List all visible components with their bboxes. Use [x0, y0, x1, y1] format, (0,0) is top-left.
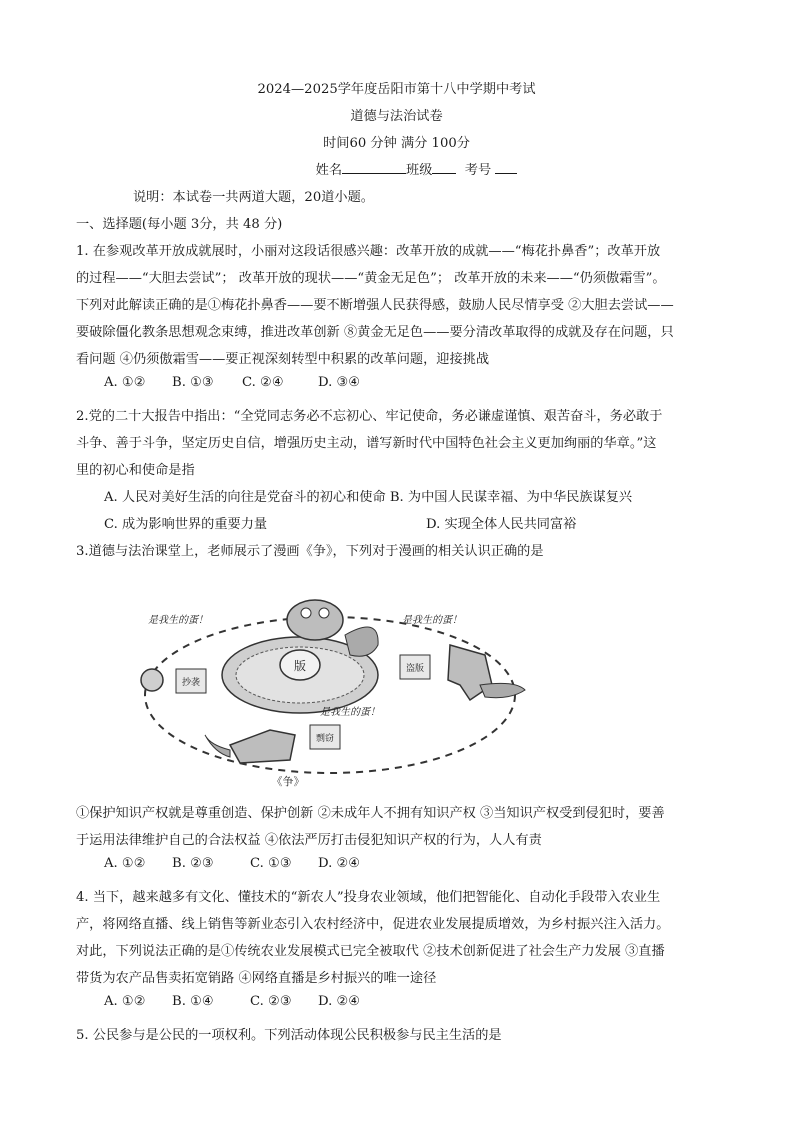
q1-option-b[interactable]: B. ①③: [172, 375, 214, 390]
q4-line: 产，将网络直播、线上销售等新业态引入农村经济中，促进农业发展提质增效，为乡村振兴注入活力。: [76, 917, 670, 932]
q1-line: 要破除僵化教条思想观念束缚，推进改革创新 ⑧黄金无足色——要分清改革取得的成就及存在问题，只: [76, 325, 674, 340]
q5-stem: 5. 公民参与是公民的一项权利。下列活动体现公民积极参与民主生活的是: [76, 1028, 502, 1043]
hen-tail: [345, 627, 378, 656]
q3-stem: 3.道德与法治课堂上，老师展示了漫画《争》，下列对于漫画的相关认识正确的是: [76, 544, 544, 559]
q1-option-d[interactable]: D. ③④: [318, 375, 361, 390]
number-blank[interactable]: [495, 161, 517, 174]
q4-line: 带货为农产品售卖拓宽销路 ④网络直播是乡村振兴的唯一途径: [76, 971, 437, 986]
cartoon-caption: 《争》: [271, 775, 305, 788]
cartoon-label-right: 是我生的蛋！: [402, 615, 462, 626]
q1-line: 1. 在参观改革开放成就展时，小丽对这段话很感兴趣：改革开放的成就——“梅花扑鼻香”；改革开放: [76, 244, 661, 259]
hen-eye: [319, 608, 329, 618]
q1-line: 看问题 ④仍须傲霜雪——要正视深刻转型中积累的改革问题，迎接挑战: [76, 352, 490, 367]
q4-option-d[interactable]: D. ②④: [318, 994, 361, 1009]
q4-line: 对此，下列说法正确的是①传统农业发展模式已完全被取代 ②技术创新促进了社会生产力发展 ③直播: [76, 944, 665, 959]
instructions: 说明：本试卷一共两道大题，20道小题。: [133, 190, 374, 205]
q3-line: ①保护知识产权就是尊重创造、保护创新 ②未成年人不拥有知识产权 ③当知识产权受到侵犯时，要善: [76, 806, 665, 821]
q3-option-a[interactable]: A. ①②: [104, 856, 146, 871]
cartoon-zheng: [130, 585, 530, 790]
left-creature: [141, 669, 163, 691]
cartoon-label-bottom: 是我生的蛋！: [320, 707, 380, 718]
name-label: 姓名: [315, 163, 343, 178]
q2-option-a-b[interactable]: A. 人民对美好生活的向往是党奋斗的初心和使命 B. 为中国人民谋幸福、为中华民族谋复兴: [104, 490, 633, 505]
q1-option-a[interactable]: A. ①②: [104, 375, 146, 390]
q1-line: 的过程——“大胆去尝试”； 改革开放的现状——“黄金无足色”； 改革开放的未来——“仍须傲霜雪”。: [76, 271, 666, 286]
q3-line: 于运用法律维护自己的合法权益 ④依法严厉打击侵犯知识产权的行为，人人有责: [76, 833, 542, 848]
cartoon-label-left: 是我生的蛋！: [148, 615, 208, 626]
class-blank[interactable]: [432, 161, 456, 174]
q3-option-b[interactable]: B. ②③: [172, 856, 214, 871]
q4-option-c[interactable]: C. ②③: [250, 994, 292, 1009]
right-wolf-tail: [480, 683, 525, 697]
hen-eye: [301, 608, 311, 618]
q1-line: 下列对此解读正确的是①梅花扑鼻香——要不断增强人民获得感，鼓励人民尽情享受 ②大胆去尝试——: [76, 298, 674, 313]
q3-option-c[interactable]: C. ①③: [250, 856, 292, 871]
q4-option-b[interactable]: B. ①④: [172, 994, 214, 1009]
bottom-wolf: [230, 730, 295, 763]
q2-line: 里的初心和使命是指: [76, 463, 195, 478]
exam-subject: 道德与法治试卷: [350, 109, 443, 124]
q1-option-c[interactable]: C. ②④: [242, 375, 284, 390]
hen-head: [287, 600, 343, 640]
exam-title: 2024—2025学年度岳阳市第十八中学期中考试: [257, 82, 536, 97]
section-one-heading: 一、选择题(每小题 3分，共 48 分): [76, 217, 283, 232]
q4-line: 4. 当下，越来越多有文化、懂技术的“新农人”投身农业领域，他们把智能化、自动化手段带入农业生: [76, 890, 661, 905]
class-label: 班级: [406, 163, 433, 178]
q2-line: 斗争、善于斗争，坚定历史自信，增强历史主动，谱写新时代中国特色社会主义更加绚丽的华章。”这: [76, 436, 657, 451]
sign-bottom-text: 剽窃: [315, 734, 335, 744]
q4-option-a[interactable]: A. ①②: [104, 994, 146, 1009]
sign-right-text: 盗版: [405, 664, 425, 674]
sign-left-text: 抄袭: [181, 678, 201, 688]
student-info-line: [20, 159, 793, 178]
q3-option-d[interactable]: D. ②④: [318, 856, 361, 871]
q2-option-c[interactable]: C. 成为影响世界的重要力量: [104, 517, 268, 532]
egg-text: 版: [293, 659, 307, 673]
name-blank[interactable]: [342, 161, 406, 174]
q2-option-d[interactable]: D. 实现全体人民共同富裕: [426, 517, 577, 532]
exam-time-score: 时间60 分钟 满分 100分: [323, 136, 470, 151]
number-label: 考号: [464, 163, 492, 178]
q2-line: 2.党的二十大报告中指出：“全党同志务必不忘初心、牢记使命，务必谦虚谨慎、艰苦奋斗，务必敢于: [76, 409, 663, 424]
